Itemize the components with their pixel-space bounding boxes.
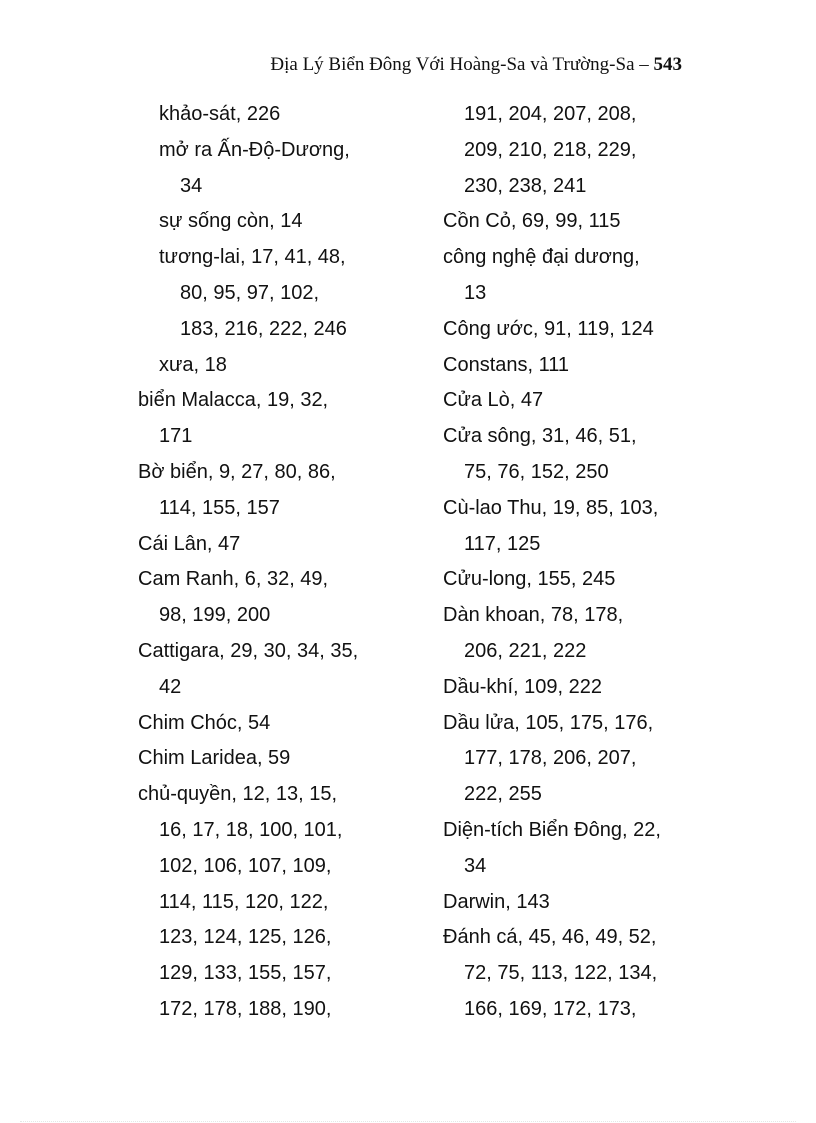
index-entry: Dầu lửa, 105, 175, 176, bbox=[443, 711, 654, 734]
index-entry: Chim Chóc, 54 bbox=[138, 711, 271, 734]
index-subentry: 230, 238, 241 bbox=[464, 174, 587, 197]
index-entry: Dầu-khí, 109, 222 bbox=[443, 675, 602, 698]
index-entry: Bờ biển, 9, 27, 80, 86, bbox=[138, 460, 336, 483]
index-subentry: khảo-sát, 226 bbox=[159, 103, 281, 125]
index-subentry: 34 bbox=[464, 854, 487, 877]
index-subentry: 209, 210, 218, 229, bbox=[464, 138, 637, 161]
index-column-left bbox=[138, 97, 428, 1028]
index-entry: Cửa Lò, 47 bbox=[443, 389, 544, 412]
index-subentry: 72, 75, 113, 122, 134, bbox=[464, 962, 658, 985]
running-header bbox=[0, 54, 682, 76]
index-column-right bbox=[443, 97, 723, 1028]
index-subentry: sự sống còn, 14 bbox=[159, 210, 303, 233]
index-entry: chủ-quyền, 12, 13, 15, bbox=[138, 783, 338, 806]
index-subentry: 114, 115, 120, 122, bbox=[159, 890, 329, 913]
index-subentry: 80, 95, 97, 102, bbox=[180, 281, 320, 304]
index-subentry: 98, 199, 200 bbox=[159, 604, 271, 627]
index-entry: Cồn Cỏ, 69, 99, 115 bbox=[443, 210, 621, 233]
index-subentry: xưa, 18 bbox=[159, 353, 227, 376]
index-entry: Diện-tích Biển Đông, 22, bbox=[443, 818, 661, 841]
index-entry: biển Malacca, 19, 32, bbox=[138, 389, 329, 412]
index-subentry: 183, 216, 222, 246 bbox=[180, 317, 347, 340]
index-subentry: 117, 125 bbox=[464, 532, 541, 555]
index-entry: Đánh cá, 45, 46, 49, 52, bbox=[443, 926, 657, 949]
index-subentry: 206, 221, 222 bbox=[464, 639, 587, 662]
index-entry: Công ước, 91, 119, 124 bbox=[443, 317, 654, 340]
index-subentry: 13 bbox=[464, 281, 487, 304]
index-subentry: 123, 124, 125, 126, bbox=[159, 926, 332, 949]
index-subentry: 102, 106, 107, 109, bbox=[159, 854, 332, 877]
index-entry: Cattigara, 29, 30, 34, 35, bbox=[138, 639, 359, 662]
index-subentry: 222, 255 bbox=[464, 783, 542, 806]
index-entry: Cái Lân, 47 bbox=[138, 532, 241, 555]
index-entry: Cửa sông, 31, 46, 51, bbox=[443, 425, 637, 448]
index-entry: Dàn khoan, 78, 178, bbox=[443, 604, 624, 627]
index-subentry: 129, 133, 155, 157, bbox=[159, 962, 332, 985]
index-subentry: 172, 178, 188, 190, bbox=[159, 997, 332, 1020]
index-subentry: 166, 169, 172, 173, bbox=[464, 997, 637, 1020]
index-subentry: 191, 204, 207, 208, bbox=[464, 103, 637, 125]
index-entry: Cù-lao Thu, 19, 85, 103, bbox=[443, 496, 659, 519]
index-entry: Cam Ranh, 6, 32, 49, bbox=[138, 568, 329, 591]
index-entry: Darwin, 143 bbox=[443, 890, 550, 913]
index-subentry: 177, 178, 206, 207, bbox=[464, 747, 637, 770]
page-number: 543 bbox=[653, 54, 682, 75]
index-subentry: 42 bbox=[159, 675, 182, 698]
index-entry: Constans, 111 bbox=[443, 353, 570, 376]
index-subentry: mở ra Ấn-Độ-Dương, bbox=[159, 138, 350, 161]
index-subentry: 114, 155, 157 bbox=[159, 496, 280, 519]
index-subentry: 75, 76, 152, 250 bbox=[464, 460, 609, 483]
index-subentry: 171 bbox=[159, 425, 193, 448]
index-subentry: tương-lai, 17, 41, 48, bbox=[159, 246, 346, 269]
footer-rule bbox=[20, 1121, 796, 1122]
index-subentry: 34 bbox=[180, 174, 203, 197]
index-entry: công nghệ đại dương, bbox=[443, 246, 640, 269]
index-entry: Cửu-long, 155, 245 bbox=[443, 568, 616, 591]
index-entry: Chim Laridea, 59 bbox=[138, 747, 291, 770]
index-subentry: 16, 17, 18, 100, 101, bbox=[159, 818, 343, 841]
running-header-title: Địa Lý Biển Đông Với Hoàng-Sa và Trường-Sa – bbox=[270, 54, 649, 75]
